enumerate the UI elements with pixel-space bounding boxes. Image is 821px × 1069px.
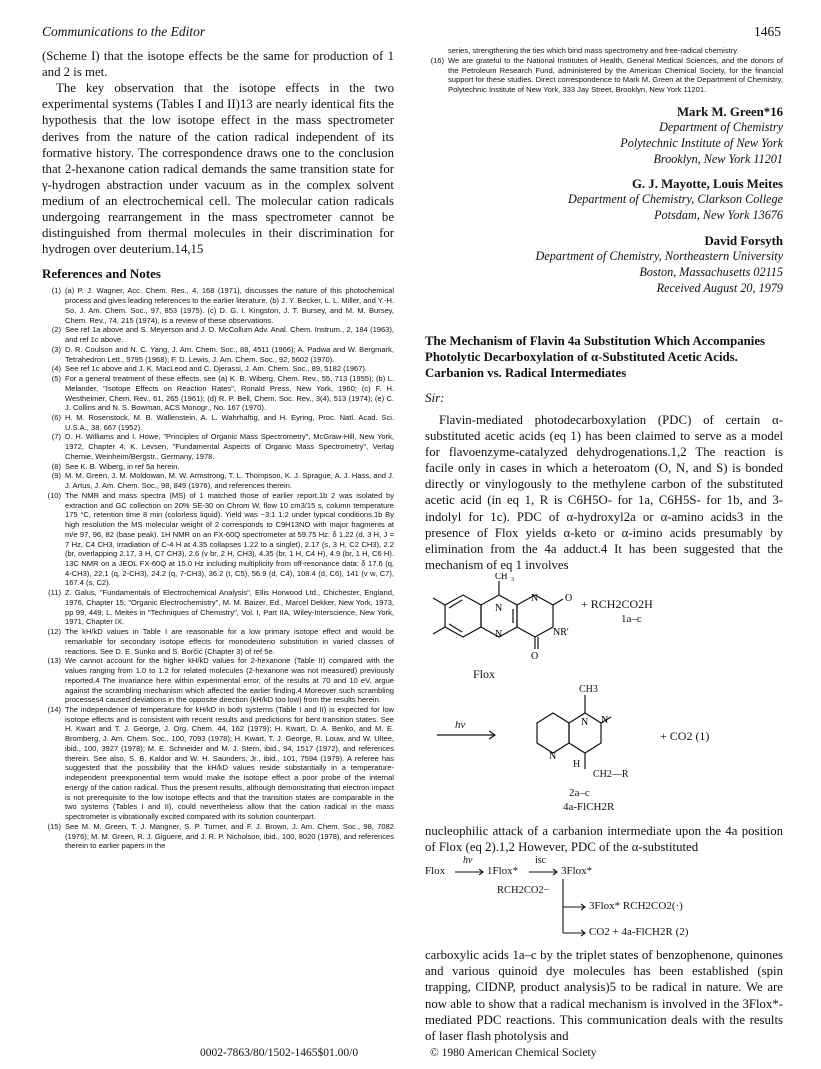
article-title: The Mechanism of Flavin 4a Substitution Which Accompanies Photolytic Decarboxylation of α-Substituted Acetic Acids. Carbanion vs. Radical Intermediates bbox=[425, 333, 765, 381]
svg-text:N: N bbox=[495, 602, 503, 614]
reaction-scheme-eq2 bbox=[425, 855, 783, 947]
h-label: H bbox=[573, 758, 581, 770]
eq2-triplet: 3Flox* bbox=[561, 865, 593, 878]
reagent-label: + RCH2CO2H bbox=[581, 596, 653, 611]
svg-text:N: N bbox=[601, 714, 609, 726]
body-paragraph: The key observation that the isotope effects in the two experimental systems (Tables I and II)13 are nearly identical fits the hypothesis that the low isotope effect in the mass spectrometer derives from the nature of the cation radical independent of its formative history. The correspondence draws one to the conclusion that 2-hexanone cation radical demands the same transition state for γ-hydrogen abstraction under vacuum as in the complex solvent medium of an electrochemical cell. The molecular cation radicals undergoing rearrangement in the mass spectrometer cannot be distinguished from thermal molecules in their discrimination for hydrogen over deuterium.14,15 bbox=[42, 81, 394, 257]
eq2-isc: isc bbox=[535, 855, 547, 867]
reference-item: (9) M. M. Green, J. M. Moldowan, M. W. Armstrong, T. L. Thompson, K. J. Sprague, A. J. Hass, and J. J. Artus, J. Am. Chem. Soc., 98, 849 (1976), and references therein. bbox=[51, 471, 394, 491]
product-id: 2a–c bbox=[569, 786, 590, 799]
author-affiliation: Department of Chemistry, Northeastern University bbox=[535, 249, 783, 264]
body-paragraph: nucleophilic attack of a carbanion intermediate upon the 4a position of Flox (eq 2).1,2 However, PDC of the α-substituted bbox=[425, 823, 783, 855]
co2-product: + CO2 (1) bbox=[660, 728, 710, 743]
reference-item: (14) The independence of temperature for kH/kD in both systems (Table I and II) is expected for low isotope effects and is consistent with recent results and predictions for bent transition states. See H. Kwart and T. J. George, J. Org. Chem. 44, 162 (1979); H. Kwart, D. A. Benko, and M. E. Bromberg, J. Am. Chem. Soc., 100, 7093 (1978); H. Kwart, T. J. George, R. Louw, and W. Ultee, ibid., 100, 3927 (1978); M. E. Schneider and M. J. Stern, ibid., 94, 1517 (1972), and references therein. See also, S. B. Kaldor and W. H. Saunders, Jr., ibid., 101, 7594 (1979). A referee has suggested that the possibility that the kH/kD values reside substantially in a temperature-independent preexponential term would make the isotope effect a poor probe of the internal energy of the cation radical. Thus the present results, although demonstrating that electron impact is not prerequisite to the low isotope effects and that the transition states are comparable in the two systems (Tables I and II), could nevertheless allow that the cation radical in the mass spectrometer is vibrationally excited compared with its solution counterpart. bbox=[47, 705, 394, 822]
eq2-flox: Flox bbox=[425, 865, 446, 878]
reference-item: (1) (a) P. J. Wagner, Acc. Chem. Res., 4, 168 (1971), discusses the nature of this photochemical process and gives leading references to the earlier literature. (b) J. Y. Becker, L. L. Miller, and Y.-H. So, J. Am. Chem. Soc., 97, 853 (1975). (c) D. G. I. Kingston, J. T. Bursey, and M. M. Bursey, Chem. Rev., 74, 215 (1974), is a review of these observations. bbox=[51, 286, 394, 325]
reference-item: (3) D. R. Coulson and N. C. Yang, J. Am. Chem. Soc., 88, 4511 (1966); A. Padwa and W. Bergmark, Tetrahedron Lett., 5795 (1968); F. D. Lewis, J. Am. Chem. Soc., 92, 5602 (1970). bbox=[51, 344, 394, 364]
reference-item: (15) See M. M. Green, T. J. Mangner, S. P. Turner, and F. J. Brown, J. Am. Chem. Soc., 98, 7082 (1976); M. M. Green, R. J. Giguere, and J. R. P. Nicholson, ibid., 100, 8020 (1978), and references therein to earlier papers in the bbox=[47, 821, 394, 851]
eq2-hv: hν bbox=[463, 855, 473, 867]
ch2r-label: CH2—R bbox=[593, 768, 629, 780]
reaction-scheme-eq1 bbox=[425, 573, 783, 863]
reference-item: (5) For a general treatment of these effects, see (a) K. B. Wiberg, Chem. Rev., 55, 713 (1955); (b) L. Melander, "Isotope Effects on Reaction Rates", Ronald Press, New York, 1960; (c) F. H. Westheimer, Chem. Rev., 61, 265 (1961); (d) R. P. Bell, Chem. Soc. Rev., 3(4), 513 (1974); (e) C. J. Collins and N. S. Bowman, ACS Monogr., No. 167 (1970). bbox=[51, 374, 394, 413]
product-name: 4a-FlCH2R bbox=[563, 800, 615, 813]
author-affiliation: Department of Chemistry bbox=[659, 119, 783, 134]
reagent-id: 1a–c bbox=[621, 612, 642, 625]
body-paragraph: carboxylic acids 1a–c by the triplet states of benzophenone, quinones and various quinoid dye molecules has been established (spin trapping, CIDNP, product analysis)5 to be radical in nature. We are now able to show that a radical mechanism is involved in the 3Flox*-mediated PDC reactions. This communication deals with the results of laser flash photolysis and bbox=[425, 948, 783, 1043]
author-block bbox=[425, 105, 783, 297]
reference-item: (2) See ref 1a above and S. Meyerson and J. D. McCollum Adv. Anal. Chem. Instrum., 2, 184 (1963), and ref 1c above. bbox=[51, 325, 394, 345]
reference-item: (13) We cannot account for the higher kH/kD values for 2-hexanone (Table II) compared with the values ranging from 1.0 to 1.2 for related molecules (2-hexanone was not measured) previously reported.4 The invariance here within experimental error, of the results at 70 and 10 eV, argue against the scrambling mechanism which affected the earlier finding.4 Moreover such scrambling processes4 caused deviations in the opposite direction (kH/kD too low) from the results herein. bbox=[47, 656, 394, 705]
hv-label: hν bbox=[455, 718, 466, 731]
body-paragraph: (Scheme I) that the isotope effects be the same for production of 1 and 2 is met. bbox=[42, 49, 394, 80]
reference-item: (11) Z. Galus, "Fundamentals of Electrochemical Analysis", Ellis Horwood Ltd., Chichester, England, 1976, Chapter 15; "Organic Electrochemistry", M. M. Baizer, Ed., Marcel Dekker, New York, 1973, pp 99, 449; L. Meites in "Techniques of Chemistry", Vol. I, Part IIA, Wiley-Interscience, New York, 1971, Chapter IX. bbox=[48, 588, 394, 627]
author-name: David Forsyth bbox=[704, 234, 783, 249]
reference-item: (8) See K. B. Wiberg, in ref 5a herein. bbox=[51, 461, 180, 471]
page-number: 1465 bbox=[754, 24, 781, 39]
footer-copyright: © 1980 American Chemical Society bbox=[430, 1047, 597, 1059]
svg-text:O: O bbox=[565, 592, 573, 604]
author-affiliation: Boston, Massachusetts 02115 bbox=[639, 265, 783, 280]
author-affiliation: Potsdam, New York 13676 bbox=[654, 208, 783, 223]
author-affiliation: Brooklyn, New York 11201 bbox=[653, 151, 783, 166]
author-name: G. J. Mayotte, Louis Meites bbox=[631, 177, 783, 192]
reference-item: (4) See ref 1c above and J. K. MacLeod and C. Djerassi, J. Am. Chem. Soc., 89, 5182 (1967). bbox=[51, 364, 368, 374]
reference-item: (10) The NMR and mass spectra (MS) of 1 matched those of earlier report.1b 2 was isolated by extraction and GC collection on 20% SE-30 on Chrom W, flow 10 cm3/15 s, column temperature 175 °C, retention time 8 min (colorless liquid). Yield was ~3:1 1:2 under typical conditions.1b By high resolution the MS molecular weight of 2 corresponds to C9H13NO with major fragments at m/e 97, 96, 82 (base peak). 1H NMR on an FX-60Q spectrometer at 59.75 Hz: δ 1.22 (d, 3 H, J = 7 Hz, C4 CH3, irradiation of C-4 H at 4.35 collapses 1.22 to a singlet), 2.17 (s, 3 H, C2 CH3), 2.2 (br, overlapping 2.17, 3 H, C7 CH3), 2.6 (v br, 2 H, CH3), 4.35 (br, 1 H, C4 H), 4.9 (br, 1 H, C6 H). 13C NMR on a JEOL FX-60Q at 15.0 Hz including multiplicity from off-resonance data: δ 17.6 (q, 4-CH3), 22.1 (q, 2-CH3), 24.2 (q, 7-CH3), 36.2 (t, C5), 56.9 (d, C4), 108.4 (d, C6), 141 (v w, C7), 167.4 (s, C2). bbox=[47, 490, 394, 588]
body-paragraph: Flavin-mediated photodecarboxylation (PDC) of certain α-substituted acetic acids (eq 1) has been claimed to serve as a model for flavoenzyme-catalyzed dehydrogenations.1,2 The reaction is facile only in cases in which a heteroatom (O, N, and S) is bonded directly or vinylogously to the methylene carbon of the substituted acetic acid (in eq 1, R is C6H5O- for 1a, C6H5S- for 1b, and 3-indolyl for 1c). PDC of α-hydroxyl2a or α-amino acids3 in the presence of Flox yields α-keto or α-imino acids presumably by elimination from the 4a adduct.4 It has been suggested that the mechanism of eq 1 involves bbox=[425, 412, 783, 572]
footer-code: 0002-7863/80/1502-1465$01.00/0 bbox=[200, 1047, 359, 1059]
author-affiliation: Polytechnic Institute of New York bbox=[620, 135, 783, 150]
flox-label: Flox bbox=[473, 666, 496, 681]
reference-item: (6) H. M. Rosenstock, M. B. Wallenstein, A. L. Wahrhaftig, and H. Eyring, Proc. Natl. Acad. Sci. U.S.A., 38, 667 (1952). bbox=[51, 412, 394, 432]
svg-text:N: N bbox=[549, 750, 557, 762]
eq2-products: CO2 + 4a-FlCH2R (2) bbox=[589, 926, 689, 939]
reference-item: (7) D. H. Williams and I. Howe, "Principles of Organic Mass Spectrometry", McGraw-Hill, New York, 1972, Chapter 4; K. Levsen, "Fundamental Aspects of Organic Mass Spectrometry", Verlag Chemie, Weinheim/Bergstr., Germany, 1978. bbox=[51, 432, 394, 461]
left-column bbox=[42, 48, 394, 851]
right-column bbox=[425, 46, 783, 1044]
flavin-structure-drawing bbox=[425, 573, 783, 863]
svg-text:NR': NR' bbox=[553, 626, 569, 638]
references-list bbox=[42, 286, 394, 851]
reference-continuation: series, strengthening the ties which bind mass spectrometry and free-radical chemistry. bbox=[448, 46, 739, 55]
svg-text:O: O bbox=[531, 650, 539, 662]
author-name: Mark M. Green*16 bbox=[676, 104, 783, 119]
svg-text:N: N bbox=[495, 628, 503, 640]
references-heading: References and Notes bbox=[42, 266, 161, 282]
eq2-singlet: 1Flox* bbox=[487, 865, 519, 878]
reference-item: (16) We are grateful to the National Institutes of Health, General Medical Sciences, and the donors of the Petroleum Research Fund, administered by the American Chemical Society, for the financial support for these studies. Direct correspondence to Mark M. Green at the Department of Chemistry, Polytechnic Institute of New York, 333 Jay Street, Brooklyn, New York 11201. bbox=[430, 55, 783, 95]
svg-text:N: N bbox=[581, 716, 589, 728]
eq2-radical-pair: 3Flox* RCH2CO2(·) bbox=[589, 900, 683, 913]
author-affiliation: Received August 20, 1979 bbox=[656, 280, 783, 295]
ch3-label: CH bbox=[495, 572, 508, 581]
eq2-reagent: RCH2CO2− bbox=[497, 885, 550, 897]
running-header: Communications to the Editor bbox=[42, 24, 206, 39]
reference-item: (12) The kH/kD values in Table I are reasonable for a low primary isotope effect and would be remarkable for secondary isotope effects for monodeuterio substitution in varied classes of reactions. See D. E. Sunko and S. Borčić (Chapter 3) of ref 5e. bbox=[47, 627, 394, 656]
product-ch3-label: CH3 bbox=[579, 683, 598, 695]
svg-text:N: N bbox=[531, 592, 539, 604]
salutation: Sir: bbox=[425, 389, 445, 405]
svg-text:3: 3 bbox=[511, 576, 514, 583]
author-affiliation: Department of Chemistry, Clarkson College bbox=[568, 192, 783, 207]
